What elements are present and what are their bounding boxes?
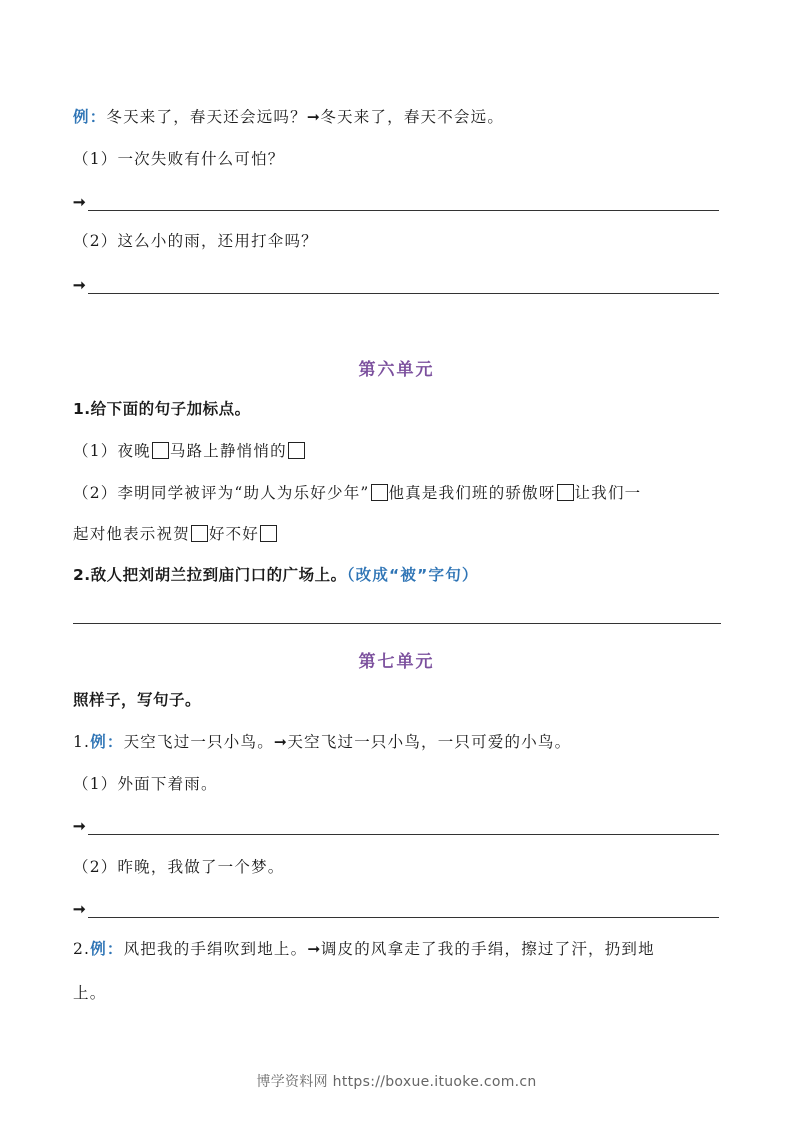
punctuation-box[interactable] (152, 442, 169, 459)
text-segment: 夜晚 (117, 442, 151, 460)
question-title: 1.给下面的句子加标点。 (73, 400, 251, 418)
question-item (73, 230, 318, 252)
question-title (73, 564, 479, 586)
punctuation-item-continued (73, 523, 278, 545)
punctuation-box[interactable] (260, 525, 277, 542)
item-text: 外面下着雨。 (117, 775, 218, 793)
text-segment: 他真是我们班的骄傲呀 (388, 484, 556, 502)
answer-line[interactable] (73, 813, 719, 835)
punctuation-item (73, 482, 641, 504)
unit-heading: 第七单元 (358, 652, 435, 672)
footer-watermark: 博学资料网 https://boxue.ituoke.com.cn (256, 1074, 537, 1090)
arrow-icon: ➞ (73, 817, 86, 835)
answer-line[interactable] (73, 896, 719, 918)
question-hint: （改成“被”字句） (346, 566, 479, 584)
item-number: （1） (73, 150, 118, 168)
instruction: 照样子，写句子。 (73, 691, 202, 709)
text-segment: 李明同学被评为“助人为乐好少年” (117, 484, 370, 502)
example-label: 例： (90, 732, 124, 751)
example-sentence (73, 938, 655, 960)
item-number: （2） (73, 232, 118, 250)
example-label: 例： (73, 107, 107, 126)
text-segment: 起对他表示祝贺 (73, 525, 190, 543)
answer-blank[interactable] (73, 623, 721, 624)
example-answer: 调皮的风拿走了我的手绢，擦过了汗，扔到地 (320, 940, 655, 958)
example-answer-continued: 上。 (73, 984, 107, 1002)
item-text: 这么小的雨，还用打伞吗？ (117, 232, 318, 250)
arrow-icon: ➞ (73, 193, 86, 211)
text-segment: 好不好 (208, 525, 260, 543)
text-segment: 让我们一 (574, 484, 642, 502)
item-number: （1） (73, 442, 118, 460)
question-item (73, 856, 284, 878)
example-text: 天空飞过一只小鸟。 (123, 733, 274, 751)
arrow-icon: ➞ (306, 108, 321, 126)
answer-blank[interactable] (88, 820, 719, 835)
punctuation-box[interactable] (557, 484, 574, 501)
arrow-icon: ➞ (73, 900, 86, 918)
example-answer: 天空飞过一只小鸟，一只可爱的小鸟。 (287, 733, 572, 751)
punctuation-box[interactable] (371, 484, 388, 501)
item-number: （2） (73, 484, 118, 502)
answer-line[interactable] (73, 272, 719, 294)
answer-line[interactable] (73, 189, 719, 211)
item-number: （1） (73, 775, 118, 793)
example-answer: 冬天来了，春天不会远。 (320, 108, 505, 126)
item-text: 昨晚，我做了一个梦。 (117, 858, 285, 876)
question-number: 2. (73, 940, 91, 958)
punctuation-item (73, 440, 306, 462)
text-segment: 马路上静悄悄的 (169, 442, 287, 460)
answer-blank[interactable] (88, 903, 719, 918)
arrow-icon: ➞ (307, 940, 321, 958)
arrow-icon: ➞ (273, 733, 288, 751)
question-text: 2.敌人把刘胡兰拉到庙门口的广场上。 (73, 566, 347, 584)
item-text: 一次失败有什么可怕？ (117, 150, 285, 168)
punctuation-box[interactable] (191, 525, 208, 542)
question-item (73, 773, 218, 795)
question-item (73, 148, 284, 170)
punctuation-box[interactable] (288, 442, 305, 459)
item-number: （2） (73, 858, 118, 876)
example-text: 冬天来了，春天还会远吗？ (106, 108, 307, 126)
example-text: 风把我的手绢吹到地上。 (123, 940, 308, 958)
example-sentence (73, 106, 504, 128)
question-number: 1. (73, 733, 91, 751)
answer-blank[interactable] (88, 196, 719, 211)
arrow-icon: ➞ (73, 276, 86, 294)
answer-blank[interactable] (88, 279, 719, 294)
example-sentence (73, 731, 571, 753)
example-label: 例： (90, 939, 124, 958)
unit-heading: 第六单元 (358, 360, 435, 380)
